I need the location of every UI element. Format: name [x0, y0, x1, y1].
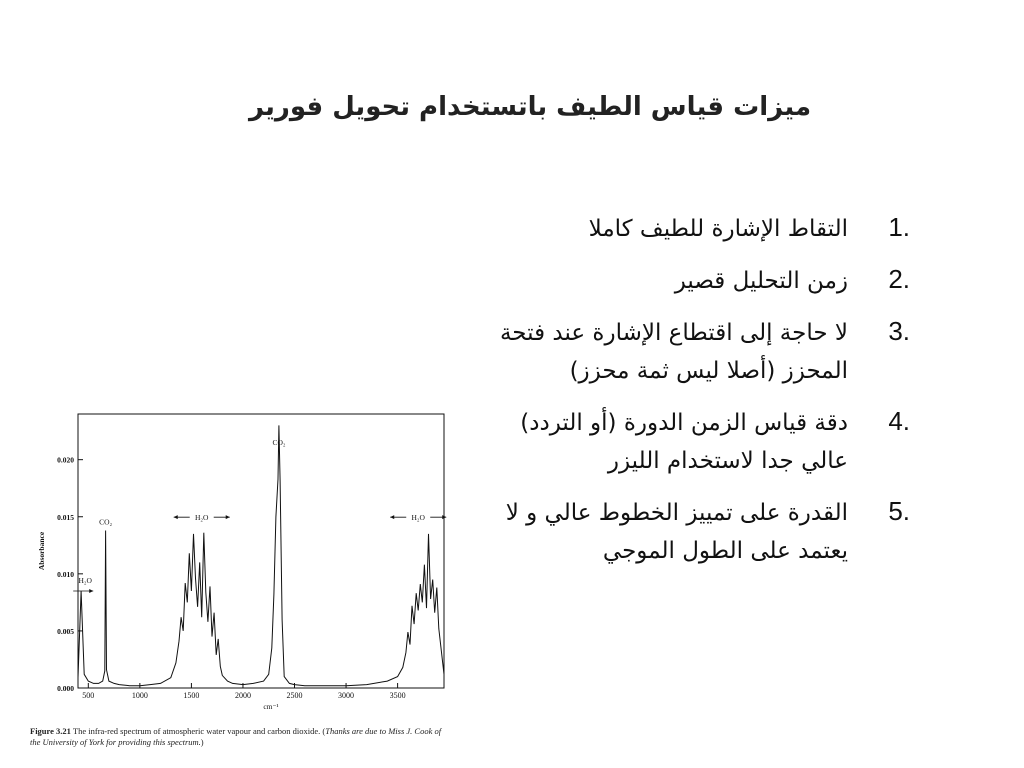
y-tick-label: 0.010 [57, 569, 74, 579]
plot-frame [78, 414, 444, 688]
caption-end: ) [200, 737, 204, 747]
item-text: التقاط الإشارة للطيف كاملا [588, 216, 848, 242]
item-number: 3. [888, 316, 910, 346]
x-tick-label: 3000 [338, 691, 355, 700]
item-number: 2. [888, 264, 910, 294]
figure-caption [30, 726, 450, 748]
annotation-arrowhead [226, 515, 230, 519]
y-tick-label: 0.005 [57, 626, 74, 636]
slide-title: ميزات قياس الطيف باتستخدام تحويل فورير [248, 92, 812, 122]
caption-text: The infra-red spectrum of atmospheric water vapour and carbon dioxide. ( [72, 726, 326, 736]
item-text: دقة قياس الزمن الدورة (أو التردد) عالي جدا لاستخدام الليزر [520, 410, 848, 474]
x-axis-label: cm⁻¹ [263, 702, 279, 711]
spectrum-line [78, 425, 444, 685]
item-number: 5. [888, 496, 910, 526]
x-tick-label: 1000 [131, 691, 148, 700]
x-tick-label: 1500 [183, 691, 200, 700]
x-tick-label: 500 [82, 691, 95, 700]
caption-label: Figure 3.21 [30, 726, 71, 736]
y-axis-label: Absorbance [37, 531, 46, 571]
item-text: زمن التحليل قصير [674, 268, 848, 294]
list-item [470, 262, 910, 300]
annotation-label: CO₂ [99, 517, 113, 527]
x-tick-label: 3500 [389, 691, 406, 700]
features-list [470, 210, 910, 584]
annotation-label: H₂O [194, 513, 209, 523]
item-text: القدرة على تمييز الخطوط عالي و لا يعتمد على الطول الموجي [505, 500, 848, 564]
y-tick-label: 0.020 [57, 455, 74, 465]
x-tick-label: 2500 [286, 691, 303, 700]
ir-spectrum-chart [28, 410, 448, 730]
list-item [470, 404, 910, 480]
annotation-arrowhead [390, 515, 394, 519]
list-item [470, 494, 910, 570]
annotation-arrowhead [174, 515, 178, 519]
annotation-label: H₂O [78, 575, 92, 585]
y-tick-label: 0.015 [57, 512, 74, 522]
annotation-label: CO₂ [272, 437, 286, 447]
item-number: 4. [888, 406, 910, 436]
item-text: لا حاجة إلى اقتطاع الإشارة عند فتحة المحزز (أصلا ليس ثمة محزز) [499, 320, 848, 384]
annotation-label: H₂O [411, 513, 425, 523]
x-tick-label: 2000 [234, 691, 251, 700]
item-number: 1. [888, 212, 910, 242]
list-item [470, 314, 910, 390]
caption-thanks: Thanks are due to Miss J. Cook of the University of York for providing this spectrum. [30, 726, 442, 747]
list-item [470, 210, 910, 248]
y-tick-label: 0.000 [57, 684, 74, 693]
annotation-arrowhead [89, 589, 93, 593]
